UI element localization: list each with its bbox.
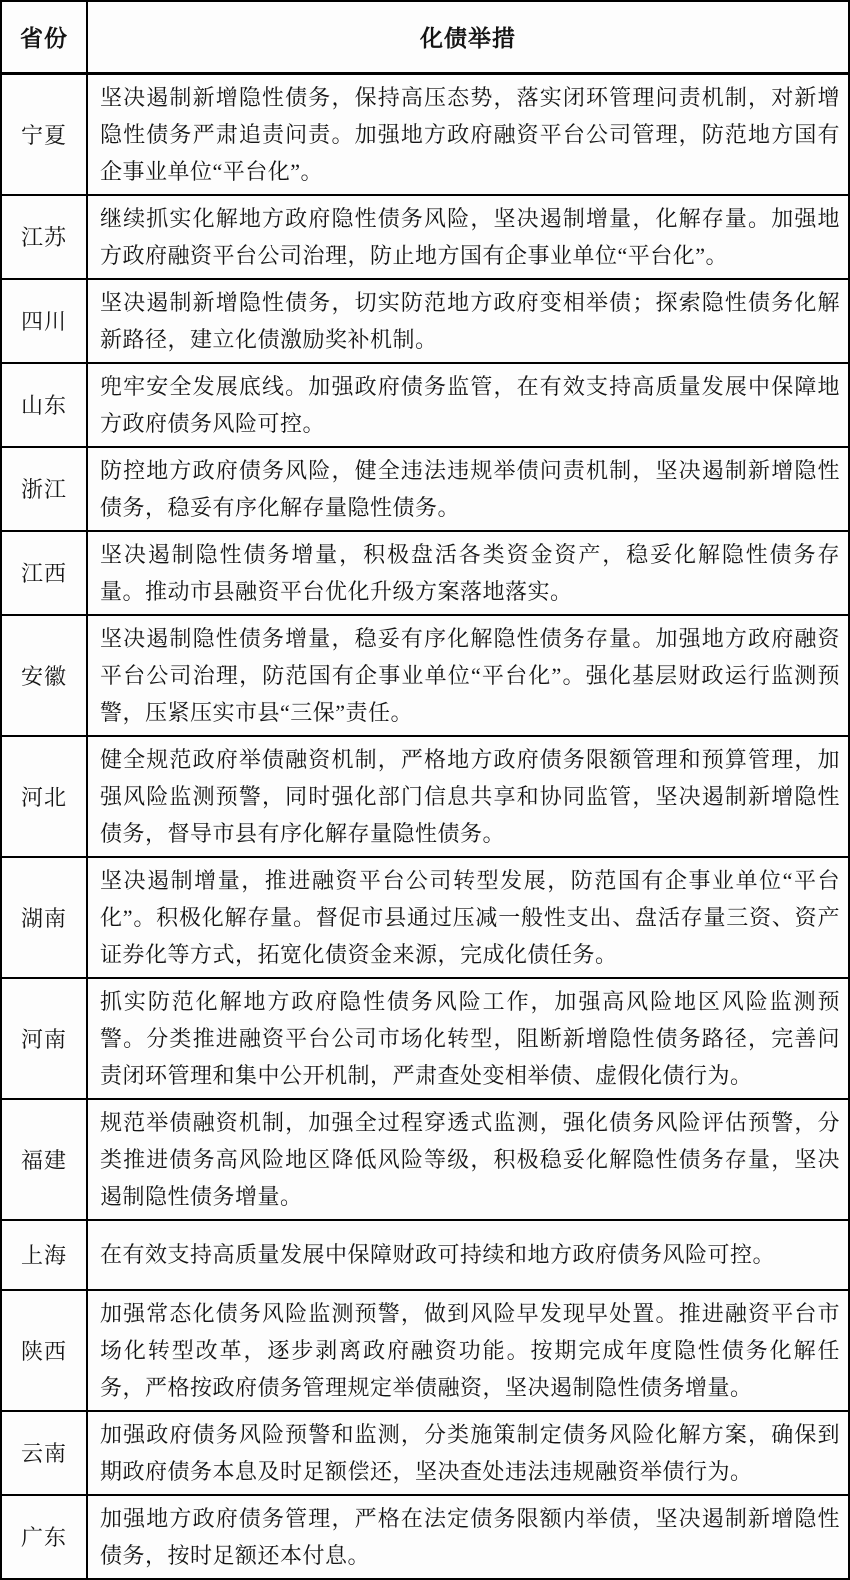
- table-row: [1, 736, 849, 857]
- table-row: [1, 531, 849, 615]
- province-cell: 上海: [1, 1220, 87, 1290]
- province-cell: 江西: [1, 531, 87, 615]
- province-cell: 宁夏: [1, 73, 87, 195]
- province-cell: 云南: [1, 1411, 87, 1495]
- measures-cell: 兜牢安全发展底线。加强政府债务监管，在有效支持高质量发展中保障地方政府债务风险可控。: [87, 363, 849, 447]
- province-cell: 福建: [1, 1099, 87, 1220]
- measures-cell: 抓实防范化解地方政府隐性债务风险工作，加强高风险地区风险监测预警。分类推进融资平台公司市场化转型，阻断新增隐性债务路径，完善问责闭环管理和集中公开机制，严肃查处变相举债、虚假化债行为。: [87, 978, 849, 1099]
- header-row: [1, 1, 849, 73]
- table-row: [1, 1099, 849, 1220]
- measures-cell: 加强地方政府债务管理，严格在法定债务限额内举债，坚决遏制新增隐性债务，按时足额还本付息。: [87, 1495, 849, 1579]
- province-cell: 广东: [1, 1495, 87, 1579]
- table-row: [1, 1220, 849, 1290]
- table-row: [1, 1495, 849, 1579]
- measures-cell: 坚决遏制新增隐性债务，切实防范地方政府变相举债；探索隐性债务化解新路径，建立化债激励奖补机制。: [87, 279, 849, 363]
- table-row: [1, 1411, 849, 1495]
- measures-cell: 防控地方政府债务风险，健全违法违规举债问责机制，坚决遏制新增隐性债务，稳妥有序化解存量隐性债务。: [87, 447, 849, 531]
- province-cell: 四川: [1, 279, 87, 363]
- table-row: [1, 73, 849, 195]
- table-row: [1, 447, 849, 531]
- table-row: [1, 615, 849, 736]
- measures-cell: 坚决遏制隐性债务增量，稳妥有序化解隐性债务存量。加强地方政府融资平台公司治理，防范国有企事业单位“平台化”。强化基层财政运行监测预警，压紧压实市县“三保”责任。: [87, 615, 849, 736]
- province-cell: 河北: [1, 736, 87, 857]
- province-cell: 安徽: [1, 615, 87, 736]
- province-cell: 陕西: [1, 1290, 87, 1411]
- column-header-province: 省份: [1, 1, 87, 73]
- table-row: [1, 279, 849, 363]
- measures-cell: 加强政府债务风险预警和监测，分类施策制定债务风险化解方案，确保到期政府债务本息及时足额偿还，坚决查处违法违规融资举债行为。: [87, 1411, 849, 1495]
- measures-cell: 规范举债融资机制，加强全过程穿透式监测，强化债务风险评估预警，分类推进债务高风险地区降低风险等级，积极稳妥化解隐性债务存量，坚决遏制隐性债务增量。: [87, 1099, 849, 1220]
- table-row: [1, 978, 849, 1099]
- table-row: [1, 195, 849, 279]
- column-header-measures: 化债举措: [87, 1, 849, 73]
- province-cell: 浙江: [1, 447, 87, 531]
- province-cell: 湖南: [1, 857, 87, 978]
- table-row: [1, 1290, 849, 1411]
- measures-cell: 继续抓实化解地方政府隐性债务风险，坚决遏制增量，化解存量。加强地方政府融资平台公司治理，防止地方国有企事业单位“平台化”。: [87, 195, 849, 279]
- measures-cell: 坚决遏制增量，推进融资平台公司转型发展，防范国有企事业单位“平台化”。积极化解存量。督促市县通过压减一般性支出、盘活存量三资、资产证券化等方式，拓宽化债资金来源，完成化债任务。: [87, 857, 849, 978]
- measures-cell: 在有效支持高质量发展中保障财政可持续和地方政府债务风险可控。: [87, 1220, 849, 1290]
- province-cell: 河南: [1, 978, 87, 1099]
- province-cell: 江苏: [1, 195, 87, 279]
- measures-cell: 健全规范政府举债融资机制，严格地方政府债务限额管理和预算管理，加强风险监测预警，同时强化部门信息共享和协同监管，坚决遏制新增隐性债务，督导市县有序化解存量隐性债务。: [87, 736, 849, 857]
- province-cell: 山东: [1, 363, 87, 447]
- table-row: [1, 857, 849, 978]
- measures-cell: 加强常态化债务风险监测预警，做到风险早发现早处置。推进融资平台市场化转型改革，逐步剥离政府融资功能。按期完成年度隐性债务化解任务，严格按政府债务管理规定举债融资，坚决遏制隐性债务增量。: [87, 1290, 849, 1411]
- measures-cell: 坚决遏制隐性债务增量，积极盘活各类资金资产，稳妥化解隐性债务存量。推动市县融资平台优化升级方案落地落实。: [87, 531, 849, 615]
- measures-cell: 坚决遏制新增隐性债务，保持高压态势，落实闭环管理问责机制，对新增隐性债务严肃追责问责。加强地方政府融资平台公司管理，防范地方国有企事业单位“平台化”。: [87, 73, 849, 195]
- table-row: [1, 363, 849, 447]
